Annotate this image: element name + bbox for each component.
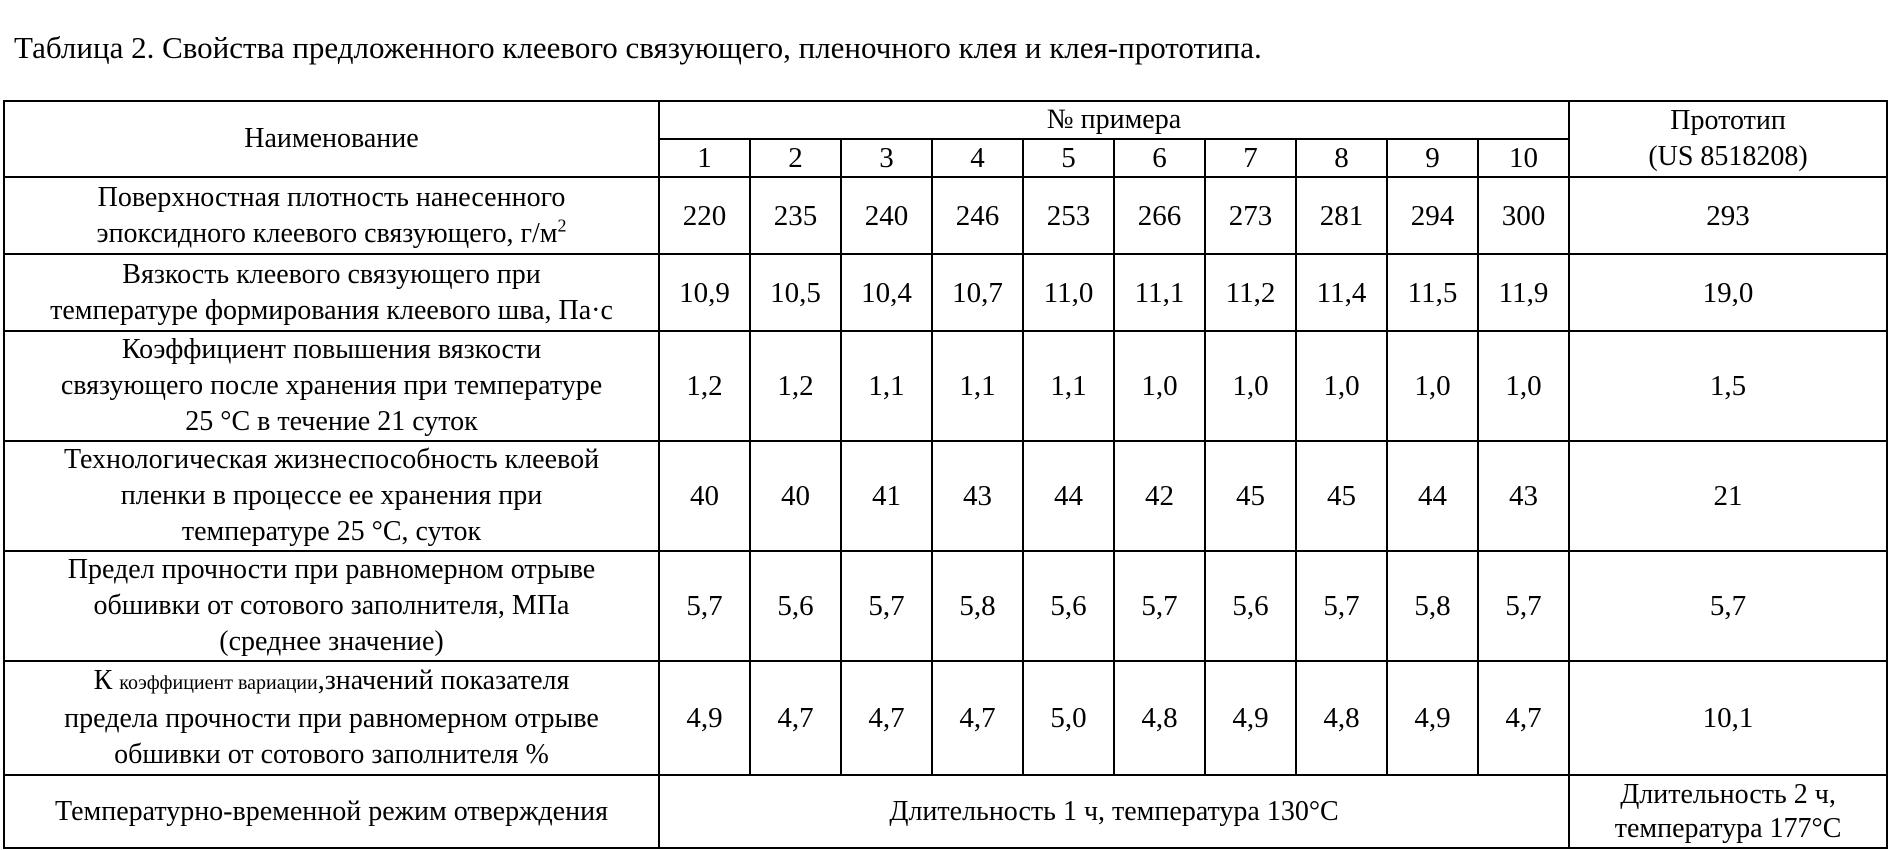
- row-name-cell: [4, 661, 659, 775]
- cure-prototype-line2: температура 177°C: [1614, 812, 1842, 844]
- unit-superscript: 2: [557, 215, 567, 236]
- example-value-cell: 5,6: [1023, 551, 1114, 661]
- row-name-text: пленки в процессе ее хранения при: [120, 480, 543, 511]
- header-example-number: 10: [1478, 139, 1569, 177]
- example-value-cell: 40: [659, 441, 750, 551]
- example-value-cell: 300: [1478, 177, 1569, 254]
- example-value-cell: 5,8: [1387, 551, 1478, 661]
- row-name-text: Вязкость клеевого связующего при: [122, 258, 541, 290]
- example-value-cell: 11,0: [1023, 254, 1114, 331]
- example-value-cell: 253: [1023, 177, 1114, 254]
- table-row: [4, 254, 1887, 331]
- example-value-cell: 11,2: [1205, 254, 1296, 331]
- example-value-cell: 4,9: [1205, 661, 1296, 775]
- row-name-line: [13, 478, 650, 514]
- row-name-line: [13, 442, 650, 478]
- row-name-text: температуре формирования клеевого шва, Па·с: [50, 294, 613, 326]
- header-example-number: 1: [659, 139, 750, 177]
- example-value-cell: 5,6: [1205, 551, 1296, 661]
- example-value-cell: 266: [1114, 177, 1205, 254]
- row-name-line: [13, 514, 650, 550]
- example-value-cell: 240: [841, 177, 932, 254]
- row-name-cell: [4, 254, 659, 331]
- row-name-text: Коэффициент повышения вязкости: [121, 334, 542, 365]
- row-name-line: [13, 216, 650, 252]
- prototype-value-cell: 10,1: [1569, 661, 1887, 775]
- example-value-cell: 10,4: [841, 254, 932, 331]
- example-value-cell: 1,1: [841, 331, 932, 441]
- row-name-line: [13, 257, 650, 293]
- row-name-text: Поверхностная плотность нанесенного: [97, 181, 566, 213]
- table-row: [4, 177, 1887, 254]
- table-row: [4, 331, 1887, 441]
- row-name-line: [13, 552, 650, 588]
- cure-regime-row: [4, 775, 1887, 848]
- example-value-cell: 45: [1296, 441, 1387, 551]
- header-example-number: 3: [841, 139, 932, 177]
- row-name-cell: [4, 331, 659, 441]
- properties-table: [3, 100, 1888, 849]
- header-name-cell: Наименование: [4, 101, 659, 177]
- cure-regime-examples: Длительность 1 ч, температура 130°C: [659, 775, 1569, 848]
- coefficient-letter: К: [93, 665, 113, 696]
- example-value-cell: 1,0: [1296, 331, 1387, 441]
- header-example-number: 6: [1114, 139, 1205, 177]
- row-name-text: Предел прочности при равномерном отрыве: [67, 554, 596, 585]
- row-name-text: эпоксидного клеевого связующего, г/м: [96, 217, 558, 249]
- header-example-number: 4: [932, 139, 1023, 177]
- example-value-cell: 1,0: [1114, 331, 1205, 441]
- row-name-line: [13, 663, 650, 701]
- example-value-cell: 4,9: [659, 661, 750, 775]
- example-value-cell: 5,7: [841, 551, 932, 661]
- example-value-cell: 11,9: [1478, 254, 1569, 331]
- cure-regime-name: Температурно-временной режим отверждения: [4, 775, 659, 848]
- prototype-value-cell: 1,5: [1569, 331, 1887, 441]
- cure-regime-prototype: [1569, 775, 1887, 848]
- header-example-number: 2: [750, 139, 841, 177]
- row-name-text: температуре 25 °C, суток: [181, 516, 482, 547]
- example-value-cell: 11,1: [1114, 254, 1205, 331]
- example-value-cell: 43: [1478, 441, 1569, 551]
- example-value-cell: 1,1: [1023, 331, 1114, 441]
- header-prototype-line2: (US 8518208): [1648, 141, 1808, 172]
- row-name-text: предела прочности при равномерном отрыве: [64, 703, 599, 734]
- row-name-line: [13, 588, 650, 624]
- row-name-line: [13, 293, 650, 329]
- header-examples-title: № примера: [659, 101, 1569, 139]
- prototype-value-cell: 293: [1569, 177, 1887, 254]
- example-value-cell: 5,7: [1296, 551, 1387, 661]
- header-example-number: 8: [1296, 139, 1387, 177]
- row-name-line: [13, 368, 650, 404]
- row-name-text: обшивки от сотового заполнителя %: [114, 739, 549, 770]
- example-value-cell: 4,7: [750, 661, 841, 775]
- example-value-cell: 1,0: [1478, 331, 1569, 441]
- example-value-cell: 246: [932, 177, 1023, 254]
- row-name-line: [13, 180, 650, 216]
- row-name-line: [13, 332, 650, 368]
- table-row: [4, 661, 1887, 775]
- example-value-cell: 294: [1387, 177, 1478, 254]
- example-value-cell: 44: [1023, 441, 1114, 551]
- row-name-text: (среднее значение): [219, 626, 444, 657]
- row-name-line: [13, 404, 650, 440]
- example-value-cell: 4,7: [932, 661, 1023, 775]
- example-value-cell: 43: [932, 441, 1023, 551]
- header-example-number: 7: [1205, 139, 1296, 177]
- example-value-cell: 4,9: [1387, 661, 1478, 775]
- header-row-top: [4, 101, 1887, 139]
- example-value-cell: 5,7: [1478, 551, 1569, 661]
- row-name-text: 25 °C в течение 21 суток: [185, 406, 478, 437]
- example-value-cell: 1,2: [659, 331, 750, 441]
- header-example-number: 9: [1387, 139, 1478, 177]
- table-caption: Таблица 2. Свойства предложенного клеевого связующего, пленочного клея и клея-прототипа.: [14, 30, 1262, 65]
- example-value-cell: 5,7: [659, 551, 750, 661]
- example-value-cell: 1,0: [1205, 331, 1296, 441]
- example-value-cell: 281: [1296, 177, 1387, 254]
- header-prototype-cell: [1569, 101, 1887, 177]
- row-name-text: обшивки от сотового заполнителя, МПа: [93, 590, 570, 621]
- example-value-cell: 10,9: [659, 254, 750, 331]
- prototype-value-cell: 5,7: [1569, 551, 1887, 661]
- row-name-text: Технологическая жизнеспособность клеевой: [63, 444, 600, 475]
- example-value-cell: 42: [1114, 441, 1205, 551]
- example-value-cell: 10,5: [750, 254, 841, 331]
- example-value-cell: 4,7: [1478, 661, 1569, 775]
- header-example-number: 5: [1023, 139, 1114, 177]
- example-value-cell: 4,8: [1296, 661, 1387, 775]
- example-value-cell: 1,0: [1387, 331, 1478, 441]
- example-value-cell: 4,8: [1114, 661, 1205, 775]
- coefficient-subscript: коэффициент вариации: [119, 672, 318, 694]
- example-value-cell: 11,4: [1296, 254, 1387, 331]
- example-value-cell: 220: [659, 177, 750, 254]
- example-value-cell: 235: [750, 177, 841, 254]
- table-row: [4, 441, 1887, 551]
- example-value-cell: 10,7: [932, 254, 1023, 331]
- example-value-cell: 273: [1205, 177, 1296, 254]
- prototype-value-cell: 19,0: [1569, 254, 1887, 331]
- example-value-cell: 1,2: [750, 331, 841, 441]
- row-name-line: [13, 737, 650, 773]
- example-value-cell: 5,0: [1023, 661, 1114, 775]
- row-name-cell: [4, 177, 659, 254]
- example-value-cell: 4,7: [841, 661, 932, 775]
- example-value-cell: 40: [750, 441, 841, 551]
- coefficient-description: ,значений показателя: [317, 665, 570, 696]
- example-value-cell: 11,5: [1387, 254, 1478, 331]
- row-name-line: [13, 701, 650, 737]
- example-value-cell: 5,7: [1114, 551, 1205, 661]
- example-value-cell: 5,8: [932, 551, 1023, 661]
- example-value-cell: 44: [1387, 441, 1478, 551]
- header-prototype-line1: Прототип: [1670, 105, 1786, 136]
- example-value-cell: 41: [841, 441, 932, 551]
- example-value-cell: 1,1: [932, 331, 1023, 441]
- table-row: [4, 551, 1887, 661]
- row-name-line: [13, 624, 650, 660]
- example-value-cell: 5,6: [750, 551, 841, 661]
- row-name-text: связующего после хранения при температуре: [60, 370, 603, 401]
- prototype-value-cell: 21: [1569, 441, 1887, 551]
- row-name-cell: [4, 551, 659, 661]
- cure-prototype-line1: Длительность 2 ч,: [1620, 778, 1836, 810]
- example-value-cell: 45: [1205, 441, 1296, 551]
- row-name-cell: [4, 441, 659, 551]
